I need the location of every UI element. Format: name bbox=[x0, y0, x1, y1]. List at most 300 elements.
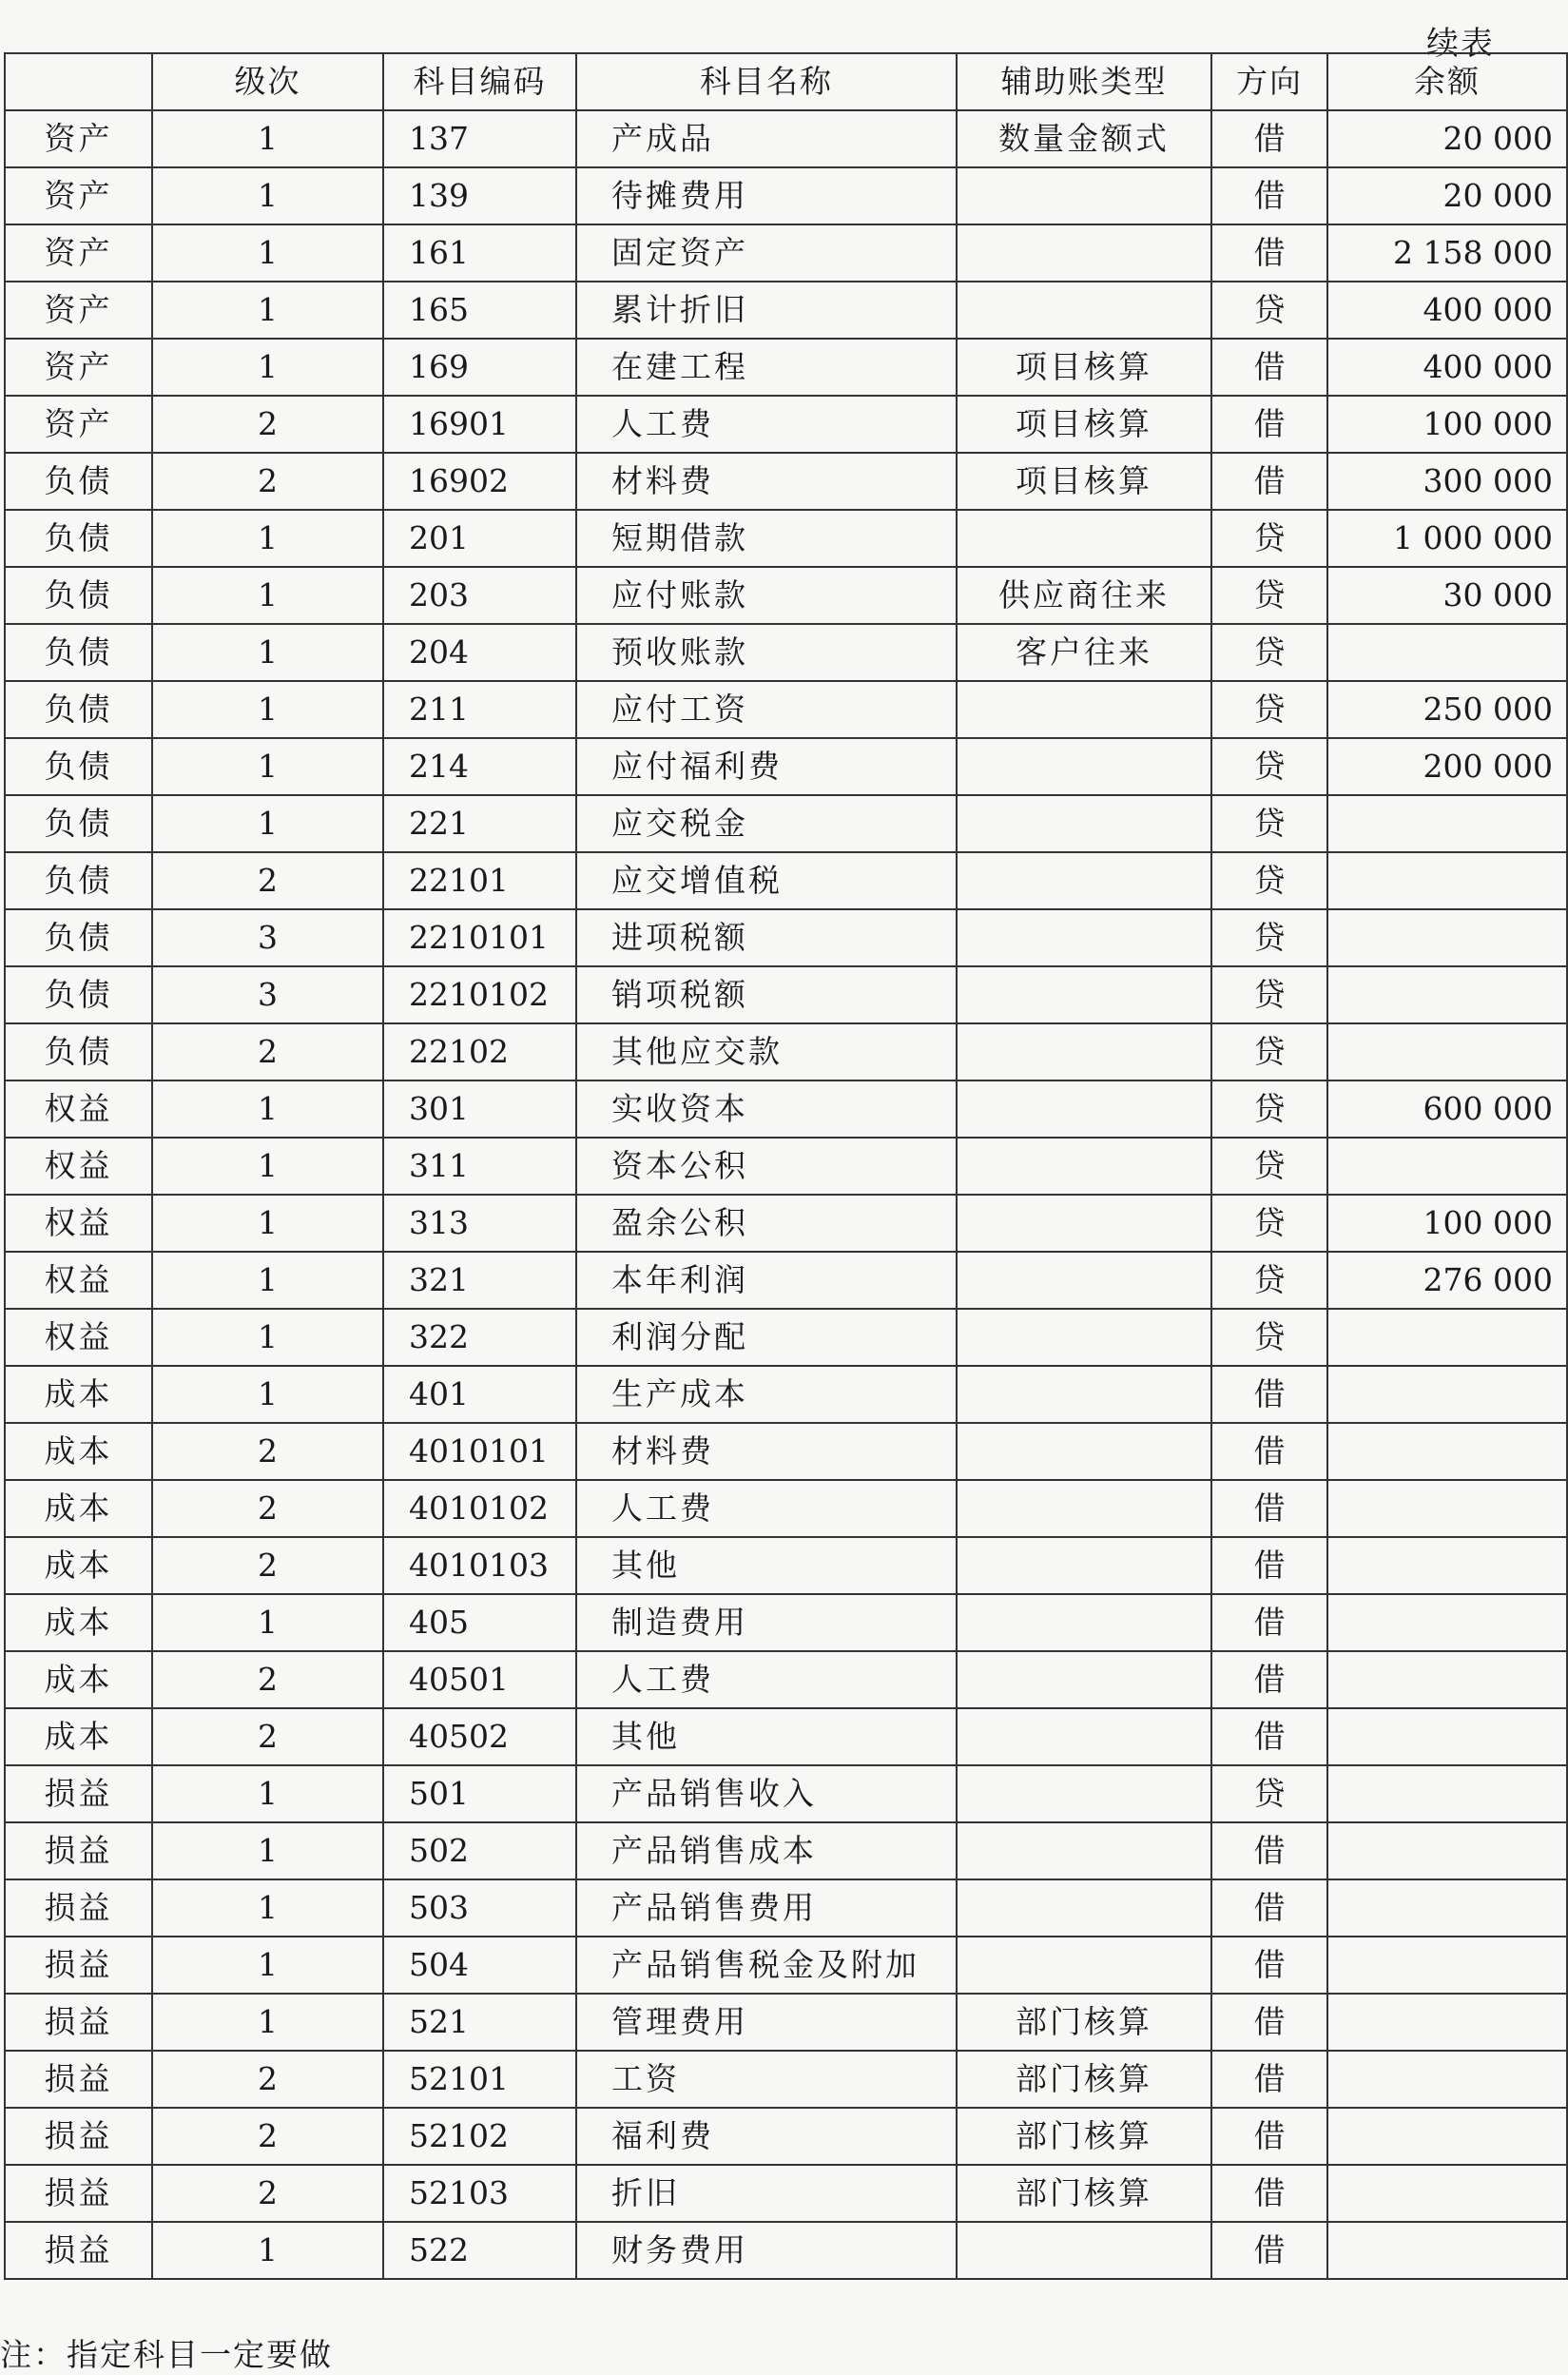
row-code: 22101 bbox=[383, 852, 576, 909]
row-direction: 借 bbox=[1211, 1594, 1327, 1651]
row-aux-type bbox=[957, 1195, 1211, 1252]
header-level: 级次 bbox=[152, 53, 383, 110]
row-balance bbox=[1327, 2222, 1567, 2279]
table-row bbox=[5, 282, 1567, 339]
row-direction: 借 bbox=[1211, 2165, 1327, 2222]
row-code: 521 bbox=[383, 1994, 576, 2051]
row-level: 1 bbox=[152, 1765, 383, 1822]
row-category: 成本 bbox=[5, 1594, 152, 1651]
table-row bbox=[5, 1023, 1567, 1080]
row-name: 盈余公积 bbox=[576, 1195, 957, 1252]
row-code: 504 bbox=[383, 1937, 576, 1994]
row-direction: 贷 bbox=[1211, 852, 1327, 909]
row-name: 在建工程 bbox=[576, 339, 957, 396]
row-direction: 借 bbox=[1211, 1937, 1327, 1994]
row-balance: 20 000 bbox=[1327, 110, 1567, 167]
row-aux-type bbox=[957, 966, 1211, 1023]
row-code: 137 bbox=[383, 110, 576, 167]
row-name: 应交税金 bbox=[576, 795, 957, 852]
row-direction: 借 bbox=[1211, 1994, 1327, 2051]
row-code: 214 bbox=[383, 738, 576, 795]
row-name: 其他 bbox=[576, 1537, 957, 1594]
row-code: 321 bbox=[383, 1252, 576, 1309]
row-direction: 贷 bbox=[1211, 567, 1327, 624]
row-code: 4010103 bbox=[383, 1537, 576, 1594]
row-direction: 借 bbox=[1211, 2222, 1327, 2279]
table-row bbox=[5, 966, 1567, 1023]
row-balance bbox=[1327, 1651, 1567, 1708]
row-aux-type: 部门核算 bbox=[957, 2108, 1211, 2165]
row-name: 待摊费用 bbox=[576, 167, 957, 224]
table-row bbox=[5, 1937, 1567, 1994]
table-row bbox=[5, 795, 1567, 852]
row-aux-type: 项目核算 bbox=[957, 453, 1211, 510]
row-aux-type bbox=[957, 795, 1211, 852]
row-category: 权益 bbox=[5, 1080, 152, 1138]
table-row bbox=[5, 167, 1567, 224]
row-category: 负债 bbox=[5, 681, 152, 738]
row-balance bbox=[1327, 1366, 1567, 1423]
header-aux-type: 辅助账类型 bbox=[957, 53, 1211, 110]
row-code: 4010101 bbox=[383, 1423, 576, 1480]
row-balance bbox=[1327, 1994, 1567, 2051]
row-direction: 借 bbox=[1211, 224, 1327, 282]
row-name: 人工费 bbox=[576, 1651, 957, 1708]
row-aux-type: 供应商往来 bbox=[957, 567, 1211, 624]
row-level: 1 bbox=[152, 567, 383, 624]
table-row bbox=[5, 1480, 1567, 1537]
row-level: 1 bbox=[152, 339, 383, 396]
table-row bbox=[5, 1594, 1567, 1651]
row-level: 2 bbox=[152, 453, 383, 510]
row-balance bbox=[1327, 624, 1567, 681]
row-name: 应付账款 bbox=[576, 567, 957, 624]
row-level: 1 bbox=[152, 1080, 383, 1138]
row-direction: 贷 bbox=[1211, 1195, 1327, 1252]
row-aux-type bbox=[957, 1879, 1211, 1937]
row-aux-type bbox=[957, 1423, 1211, 1480]
row-code: 16902 bbox=[383, 453, 576, 510]
row-balance bbox=[1327, 1138, 1567, 1195]
row-name: 其他应交款 bbox=[576, 1023, 957, 1080]
table-row bbox=[5, 681, 1567, 738]
row-code: 16901 bbox=[383, 396, 576, 453]
row-name: 销项税额 bbox=[576, 966, 957, 1023]
row-name: 材料费 bbox=[576, 453, 957, 510]
row-level: 2 bbox=[152, 1708, 383, 1765]
table-header-row bbox=[5, 53, 1567, 110]
row-name: 福利费 bbox=[576, 2108, 957, 2165]
table-row bbox=[5, 624, 1567, 681]
row-level: 1 bbox=[152, 1594, 383, 1651]
row-code: 2210101 bbox=[383, 909, 576, 966]
header-name: 科目名称 bbox=[576, 53, 957, 110]
row-level: 2 bbox=[152, 852, 383, 909]
table-row bbox=[5, 2108, 1567, 2165]
row-code: 204 bbox=[383, 624, 576, 681]
row-aux-type bbox=[957, 1937, 1211, 1994]
row-level: 1 bbox=[152, 1195, 383, 1252]
row-name: 固定资产 bbox=[576, 224, 957, 282]
row-direction: 借 bbox=[1211, 1651, 1327, 1708]
row-code: 165 bbox=[383, 282, 576, 339]
row-name: 产品销售收入 bbox=[576, 1765, 957, 1822]
row-aux-type bbox=[957, 1023, 1211, 1080]
row-direction: 贷 bbox=[1211, 909, 1327, 966]
row-aux-type: 项目核算 bbox=[957, 339, 1211, 396]
row-balance: 100 000 bbox=[1327, 1195, 1567, 1252]
row-name: 累计折旧 bbox=[576, 282, 957, 339]
row-direction: 借 bbox=[1211, 1366, 1327, 1423]
row-category: 损益 bbox=[5, 2051, 152, 2108]
row-name: 折旧 bbox=[576, 2165, 957, 2222]
row-aux-type bbox=[957, 738, 1211, 795]
row-balance bbox=[1327, 1423, 1567, 1480]
table-row bbox=[5, 1138, 1567, 1195]
row-category: 负债 bbox=[5, 453, 152, 510]
row-name: 产品销售费用 bbox=[576, 1879, 957, 1937]
row-direction: 借 bbox=[1211, 396, 1327, 453]
row-level: 1 bbox=[152, 224, 383, 282]
row-name: 工资 bbox=[576, 2051, 957, 2108]
row-level: 2 bbox=[152, 1480, 383, 1537]
row-level: 2 bbox=[152, 1423, 383, 1480]
row-category: 负债 bbox=[5, 624, 152, 681]
row-code: 502 bbox=[383, 1822, 576, 1879]
row-category: 资产 bbox=[5, 339, 152, 396]
row-category: 损益 bbox=[5, 1937, 152, 1994]
row-category: 权益 bbox=[5, 1195, 152, 1252]
row-category: 负债 bbox=[5, 1023, 152, 1080]
row-balance bbox=[1327, 1765, 1567, 1822]
row-name: 应交增值税 bbox=[576, 852, 957, 909]
row-aux-type bbox=[957, 1651, 1211, 1708]
row-aux-type: 部门核算 bbox=[957, 2165, 1211, 2222]
row-name: 管理费用 bbox=[576, 1994, 957, 2051]
row-balance bbox=[1327, 1594, 1567, 1651]
row-direction: 贷 bbox=[1211, 1023, 1327, 1080]
row-category: 资产 bbox=[5, 224, 152, 282]
row-code: 139 bbox=[383, 167, 576, 224]
row-category: 损益 bbox=[5, 1822, 152, 1879]
row-code: 322 bbox=[383, 1309, 576, 1366]
row-aux-type bbox=[957, 909, 1211, 966]
table-row bbox=[5, 1765, 1567, 1822]
row-balance bbox=[1327, 795, 1567, 852]
row-code: 401 bbox=[383, 1366, 576, 1423]
row-category: 负债 bbox=[5, 795, 152, 852]
header-category bbox=[5, 53, 152, 110]
row-name: 应付工资 bbox=[576, 681, 957, 738]
row-level: 3 bbox=[152, 966, 383, 1023]
row-level: 1 bbox=[152, 738, 383, 795]
row-name: 产成品 bbox=[576, 110, 957, 167]
row-aux-type bbox=[957, 1480, 1211, 1537]
table-row bbox=[5, 510, 1567, 567]
row-name: 应付福利费 bbox=[576, 738, 957, 795]
row-name: 产品销售成本 bbox=[576, 1822, 957, 1879]
row-name: 财务费用 bbox=[576, 2222, 957, 2279]
row-name: 实收资本 bbox=[576, 1080, 957, 1138]
row-name: 其他 bbox=[576, 1708, 957, 1765]
row-direction: 贷 bbox=[1211, 966, 1327, 1023]
table-row bbox=[5, 1195, 1567, 1252]
row-level: 1 bbox=[152, 1879, 383, 1937]
row-category: 成本 bbox=[5, 1480, 152, 1537]
row-level: 1 bbox=[152, 1138, 383, 1195]
row-level: 1 bbox=[152, 1252, 383, 1309]
row-aux-type bbox=[957, 1366, 1211, 1423]
row-name: 产品销售税金及附加 bbox=[576, 1937, 957, 1994]
row-direction: 借 bbox=[1211, 1480, 1327, 1537]
row-code: 52101 bbox=[383, 2051, 576, 2108]
row-aux-type bbox=[957, 1594, 1211, 1651]
row-name: 人工费 bbox=[576, 396, 957, 453]
row-aux-type bbox=[957, 1309, 1211, 1366]
row-level: 2 bbox=[152, 1651, 383, 1708]
row-category: 资产 bbox=[5, 167, 152, 224]
row-level: 2 bbox=[152, 1023, 383, 1080]
table-body bbox=[5, 110, 1567, 2279]
row-aux-type bbox=[957, 681, 1211, 738]
row-aux-type bbox=[957, 852, 1211, 909]
table-row bbox=[5, 453, 1567, 510]
row-level: 2 bbox=[152, 396, 383, 453]
table-row bbox=[5, 1309, 1567, 1366]
accounts-table bbox=[4, 52, 1568, 2280]
table-row bbox=[5, 1366, 1567, 1423]
table-row bbox=[5, 110, 1567, 167]
row-level: 1 bbox=[152, 681, 383, 738]
header-direction: 方向 bbox=[1211, 53, 1327, 110]
row-aux-type bbox=[957, 2222, 1211, 2279]
row-direction: 贷 bbox=[1211, 1138, 1327, 1195]
row-code: 2210102 bbox=[383, 966, 576, 1023]
row-name: 材料费 bbox=[576, 1423, 957, 1480]
table-row bbox=[5, 1080, 1567, 1138]
table-row bbox=[5, 1879, 1567, 1937]
row-category: 成本 bbox=[5, 1537, 152, 1594]
row-balance: 1 000 000 bbox=[1327, 510, 1567, 567]
table-row bbox=[5, 1537, 1567, 1594]
row-code: 40502 bbox=[383, 1708, 576, 1765]
row-code: 52102 bbox=[383, 2108, 576, 2165]
row-level: 1 bbox=[152, 1309, 383, 1366]
row-aux-type: 部门核算 bbox=[957, 2051, 1211, 2108]
row-code: 405 bbox=[383, 1594, 576, 1651]
row-level: 3 bbox=[152, 909, 383, 966]
row-level: 1 bbox=[152, 2222, 383, 2279]
row-level: 1 bbox=[152, 1937, 383, 1994]
row-category: 权益 bbox=[5, 1309, 152, 1366]
row-code: 501 bbox=[383, 1765, 576, 1822]
table-row bbox=[5, 2222, 1567, 2279]
row-balance bbox=[1327, 1480, 1567, 1537]
row-balance: 250 000 bbox=[1327, 681, 1567, 738]
header-balance: 余额 bbox=[1327, 53, 1567, 110]
row-category: 负债 bbox=[5, 852, 152, 909]
row-balance bbox=[1327, 852, 1567, 909]
row-level: 1 bbox=[152, 624, 383, 681]
row-direction: 贷 bbox=[1211, 1080, 1327, 1138]
row-direction: 借 bbox=[1211, 1822, 1327, 1879]
row-direction: 借 bbox=[1211, 2108, 1327, 2165]
row-direction: 贷 bbox=[1211, 738, 1327, 795]
row-aux-type bbox=[957, 1765, 1211, 1822]
table-row bbox=[5, 1252, 1567, 1309]
row-aux-type bbox=[957, 1822, 1211, 1879]
table-row bbox=[5, 738, 1567, 795]
row-level: 2 bbox=[152, 2108, 383, 2165]
row-level: 1 bbox=[152, 1822, 383, 1879]
row-direction: 贷 bbox=[1211, 795, 1327, 852]
row-balance: 276 000 bbox=[1327, 1252, 1567, 1309]
row-aux-type bbox=[957, 1537, 1211, 1594]
row-direction: 贷 bbox=[1211, 282, 1327, 339]
table-row bbox=[5, 396, 1567, 453]
row-category: 损益 bbox=[5, 1765, 152, 1822]
row-direction: 借 bbox=[1211, 1537, 1327, 1594]
row-direction: 借 bbox=[1211, 167, 1327, 224]
table-row bbox=[5, 339, 1567, 396]
row-balance bbox=[1327, 1023, 1567, 1080]
row-category: 负债 bbox=[5, 738, 152, 795]
row-category: 负债 bbox=[5, 966, 152, 1023]
row-name: 本年利润 bbox=[576, 1252, 957, 1309]
row-code: 311 bbox=[383, 1138, 576, 1195]
row-direction: 贷 bbox=[1211, 624, 1327, 681]
row-code: 52103 bbox=[383, 2165, 576, 2222]
table-row bbox=[5, 1423, 1567, 1480]
row-level: 1 bbox=[152, 1366, 383, 1423]
row-direction: 贷 bbox=[1211, 1252, 1327, 1309]
row-aux-type bbox=[957, 167, 1211, 224]
row-code: 503 bbox=[383, 1879, 576, 1937]
row-balance: 600 000 bbox=[1327, 1080, 1567, 1138]
table-row bbox=[5, 2165, 1567, 2222]
row-direction: 贷 bbox=[1211, 1309, 1327, 1366]
row-aux-type bbox=[957, 1138, 1211, 1195]
row-code: 40501 bbox=[383, 1651, 576, 1708]
row-balance bbox=[1327, 1537, 1567, 1594]
row-aux-type bbox=[957, 1080, 1211, 1138]
row-name: 进项税额 bbox=[576, 909, 957, 966]
row-name: 利润分配 bbox=[576, 1309, 957, 1366]
row-balance: 100 000 bbox=[1327, 396, 1567, 453]
row-balance bbox=[1327, 909, 1567, 966]
row-code: 211 bbox=[383, 681, 576, 738]
row-aux-type: 数量金额式 bbox=[957, 110, 1211, 167]
row-level: 1 bbox=[152, 282, 383, 339]
row-category: 损益 bbox=[5, 2165, 152, 2222]
row-level: 1 bbox=[152, 1994, 383, 2051]
row-direction: 借 bbox=[1211, 2051, 1327, 2108]
row-balance bbox=[1327, 1879, 1567, 1937]
row-category: 权益 bbox=[5, 1252, 152, 1309]
row-direction: 借 bbox=[1211, 1879, 1327, 1937]
table-row bbox=[5, 224, 1567, 282]
header-code: 科目编码 bbox=[383, 53, 576, 110]
row-code: 221 bbox=[383, 795, 576, 852]
row-category: 成本 bbox=[5, 1708, 152, 1765]
row-balance bbox=[1327, 1937, 1567, 1994]
row-balance bbox=[1327, 1822, 1567, 1879]
row-balance: 2 158 000 bbox=[1327, 224, 1567, 282]
table-row bbox=[5, 852, 1567, 909]
row-category: 成本 bbox=[5, 1423, 152, 1480]
row-balance bbox=[1327, 2051, 1567, 2108]
row-direction: 借 bbox=[1211, 453, 1327, 510]
row-category: 损益 bbox=[5, 1994, 152, 2051]
row-balance bbox=[1327, 2165, 1567, 2222]
table-row bbox=[5, 1822, 1567, 1879]
row-category: 成本 bbox=[5, 1651, 152, 1708]
row-name: 人工费 bbox=[576, 1480, 957, 1537]
row-category: 资产 bbox=[5, 110, 152, 167]
row-balance: 300 000 bbox=[1327, 453, 1567, 510]
row-code: 522 bbox=[383, 2222, 576, 2279]
row-balance bbox=[1327, 1309, 1567, 1366]
row-code: 4010102 bbox=[383, 1480, 576, 1537]
table-row bbox=[5, 2051, 1567, 2108]
row-aux-type: 项目核算 bbox=[957, 396, 1211, 453]
footnote: 注：指定科目一定要做 bbox=[0, 2336, 333, 2373]
row-direction: 借 bbox=[1211, 110, 1327, 167]
row-category: 资产 bbox=[5, 282, 152, 339]
row-balance: 20 000 bbox=[1327, 167, 1567, 224]
row-category: 负债 bbox=[5, 567, 152, 624]
row-level: 1 bbox=[152, 795, 383, 852]
row-aux-type bbox=[957, 282, 1211, 339]
row-name: 制造费用 bbox=[576, 1594, 957, 1651]
row-direction: 贷 bbox=[1211, 510, 1327, 567]
row-category: 权益 bbox=[5, 1138, 152, 1195]
row-category: 负债 bbox=[5, 909, 152, 966]
row-direction: 借 bbox=[1211, 1423, 1327, 1480]
row-code: 301 bbox=[383, 1080, 576, 1138]
row-aux-type bbox=[957, 510, 1211, 567]
table-row bbox=[5, 567, 1567, 624]
row-aux-type bbox=[957, 1708, 1211, 1765]
row-balance bbox=[1327, 1708, 1567, 1765]
row-category: 资产 bbox=[5, 396, 152, 453]
row-code: 203 bbox=[383, 567, 576, 624]
row-level: 1 bbox=[152, 110, 383, 167]
row-direction: 借 bbox=[1211, 339, 1327, 396]
row-direction: 贷 bbox=[1211, 1765, 1327, 1822]
row-name: 资本公积 bbox=[576, 1138, 957, 1195]
row-direction: 贷 bbox=[1211, 681, 1327, 738]
row-code: 22102 bbox=[383, 1023, 576, 1080]
table-row bbox=[5, 1708, 1567, 1765]
row-name: 预收账款 bbox=[576, 624, 957, 681]
row-balance bbox=[1327, 2108, 1567, 2165]
table-row bbox=[5, 909, 1567, 966]
row-aux-type bbox=[957, 1252, 1211, 1309]
row-balance bbox=[1327, 966, 1567, 1023]
row-code: 201 bbox=[383, 510, 576, 567]
row-aux-type: 客户往来 bbox=[957, 624, 1211, 681]
row-aux-type: 部门核算 bbox=[957, 1994, 1211, 2051]
row-balance: 200 000 bbox=[1327, 738, 1567, 795]
row-category: 损益 bbox=[5, 2108, 152, 2165]
row-aux-type bbox=[957, 224, 1211, 282]
row-balance: 30 000 bbox=[1327, 567, 1567, 624]
row-name: 生产成本 bbox=[576, 1366, 957, 1423]
row-category: 负债 bbox=[5, 510, 152, 567]
row-level: 1 bbox=[152, 167, 383, 224]
row-category: 损益 bbox=[5, 2222, 152, 2279]
